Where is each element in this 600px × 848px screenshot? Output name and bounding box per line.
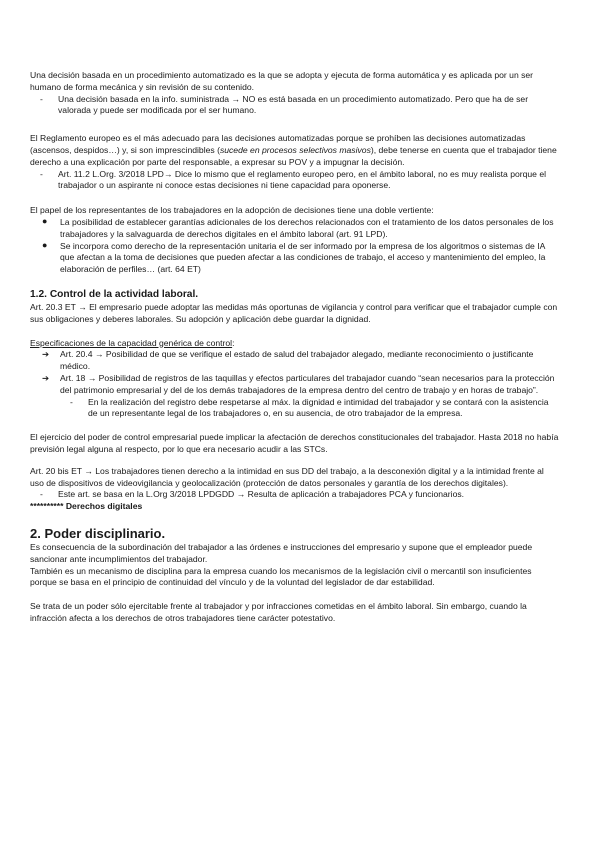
- colon: :: [232, 337, 235, 348]
- dash-marker: -: [40, 93, 43, 104]
- dash-marker: -: [40, 168, 43, 179]
- arrow-item-text: Art. 20.4 → Posibilidad de que se verifique el estado de salud del trabajador alegado, mediante reconocimiento o justificante médico.: [60, 349, 534, 372]
- section-heading-control: 1.2. Control de la actividad laboral.: [30, 288, 199, 300]
- text-part: ), debe tenerse en cuenta que el trabajador tiene derecho a una explicación por parte del responsable, a expresar su POV y a impugnar la decisión.: [30, 144, 557, 167]
- dash-item-lpdgdd: [30, 489, 560, 501]
- text-part: El Reglamento europeo es el más adecuado para las decisiones automatizadas porque se prohíben las decisiones automatizadas (ascensos, despidos…) y, si son imprescindibles (: [30, 133, 526, 155]
- arrow-item-art-20-4: [30, 349, 560, 373]
- arrow-item-text: Art. 18 → Posibilidad de registros de las taquillas y efectos particulares del trabajador cuando “sean necesarios para la protección del patrimonio empresarial y del de los demás trabajadores de la empresa dentro del centro de trabajo y en horas de trabajo”.: [60, 372, 555, 395]
- paragraph-art-20-bis: Art. 20 bis ET → Los trabajadores tienen derecho a la intimidad en sus DD del trabajo, a la desconexión digital y a la intimidad frente al uso de dispositivos de videovigilancia y geolocalización (protección de datos personales y garantía de los derechos digitales).: [30, 465, 544, 488]
- sub-dash-item-registro: [30, 397, 560, 421]
- bullet-item-algoritmos: [30, 241, 560, 276]
- bullet-item-text: La posibilidad de establecer garantías adicionales de los derechos relacionados con el tratamiento de los datos personales de los trabajadores y la salvaguarda de derechos digitales en el ámbito laboral (art. 91 LPD).: [60, 216, 554, 239]
- italic-text: sucede en procesos selectivos masivos: [219, 144, 371, 155]
- paragraph-reglamento-europeo: [30, 133, 560, 168]
- section-heading-poder-disciplinario: 2. Poder disciplinario.: [30, 525, 166, 541]
- dash-item-text: Este art. se basa en la L.Org 3/2018 LPDGDD → Resulta de aplicación a trabajadores PCA y funcionarios.: [58, 489, 465, 500]
- arrow-marker: ➔: [42, 349, 50, 360]
- bullet-item-text: Se incorpora como derecho de la representación unitaria el de ser informado por la empresa de los algoritmos o sistemas de IA que afectan a la toma de decisiones que pueden afectar a las condiciones de trabajo, el acceso y mantenimiento del empleo, la elaboración de perfiles… (art. 64 ET): [60, 240, 546, 275]
- dash-item-art-11-2: [30, 169, 560, 193]
- dash-item-text: Una decisión basada en la info. suministrada → NO es está basada en un procedimiento automatizado. Pero que ha de ser valorada y puede ser modificada por el ser humano.: [58, 93, 529, 116]
- sub-dash-item-text: En la realización del registro debe respetarse al máx. la dignidad e intimidad del trabajador y se contará con la asistencia de un representante legal de los trabajadores o, en su ausencia, de otro trabajador de la empresa.: [88, 396, 549, 419]
- arrow-marker: ➔: [42, 372, 50, 383]
- paragraph-mecanismo-disciplina: También es un mecanismo de disciplina para la empresa cuando los mecanismos de la legislación civil o mercantil son insuficientes porque se basa en el principio de continuidad del vínculo y de la voluntad del legislador de dar estabilidad.: [30, 565, 532, 588]
- paragraph-poder-ejercitable: Se trata de un poder sólo ejercitable frente al trabajador y por infracciones cometidas en el ámbito laboral. Sin embargo, cuando la infracción afecta a los derechos de otros trabajadores tiene carácter potestativo.: [30, 601, 527, 623]
- underlined-title: Especificaciones de la capacidad genérica de control: [30, 337, 233, 348]
- paragraph-representantes: El papel de los representantes de los trabajadores en la adopción de decisiones tiene una doble vertiente:: [30, 205, 434, 216]
- bullet-marker: ●: [42, 239, 48, 250]
- paragraph-poder-control: El ejercicio del poder de control empresarial puede implicar la afectación de derechos constitucionales del trabajador. Hasta 2018 no había previsión legal alguna al respecto, por lo que era necesario acudir a las STCs.: [30, 432, 559, 454]
- bullet-item-garantias: [30, 217, 560, 241]
- paragraph-automated-decision: Una decisión basada en un procedimiento automatizado es la que se adopta y ejecuta de forma automática y es aplicada por un ser humano de forma mecánica y sin revisión de su contenido.: [30, 70, 534, 92]
- dash-item-info-decision: [30, 94, 560, 118]
- especificaciones-title: [30, 338, 560, 350]
- arrow-item-art-18: [30, 373, 560, 397]
- bullet-marker: ●: [42, 215, 48, 226]
- derechos-digitales-line: ********** Derechos digitales: [30, 501, 143, 512]
- dash-item-text: Art. 11.2 L.Org. 3/2018 LPD→ Dice lo mismo que el reglamento europeo pero, en el ámbito laboral, no es muy realista porque el trabajador o un aspirante ni conoce estas decisiones ni tiene capacidad para oponerse.: [58, 168, 547, 191]
- dash-marker: -: [70, 396, 73, 407]
- paragraph-subordinacion: Es consecuencia de la subordinación del trabajador a las órdenes e instrucciones del empresario y supone que el empleador puede sancionar ante incumplimientos del trabajador.: [30, 541, 533, 564]
- paragraph-art-20-3: Art. 20.3 ET → El empresario puede adoptar las medidas más oportunas de vigilancia y control para verificar que el trabajador cumple con sus obligaciones y deberes laborales. Su adopción y aplicación debe guardar la dignidad.: [30, 301, 558, 324]
- dash-marker: -: [40, 489, 43, 500]
